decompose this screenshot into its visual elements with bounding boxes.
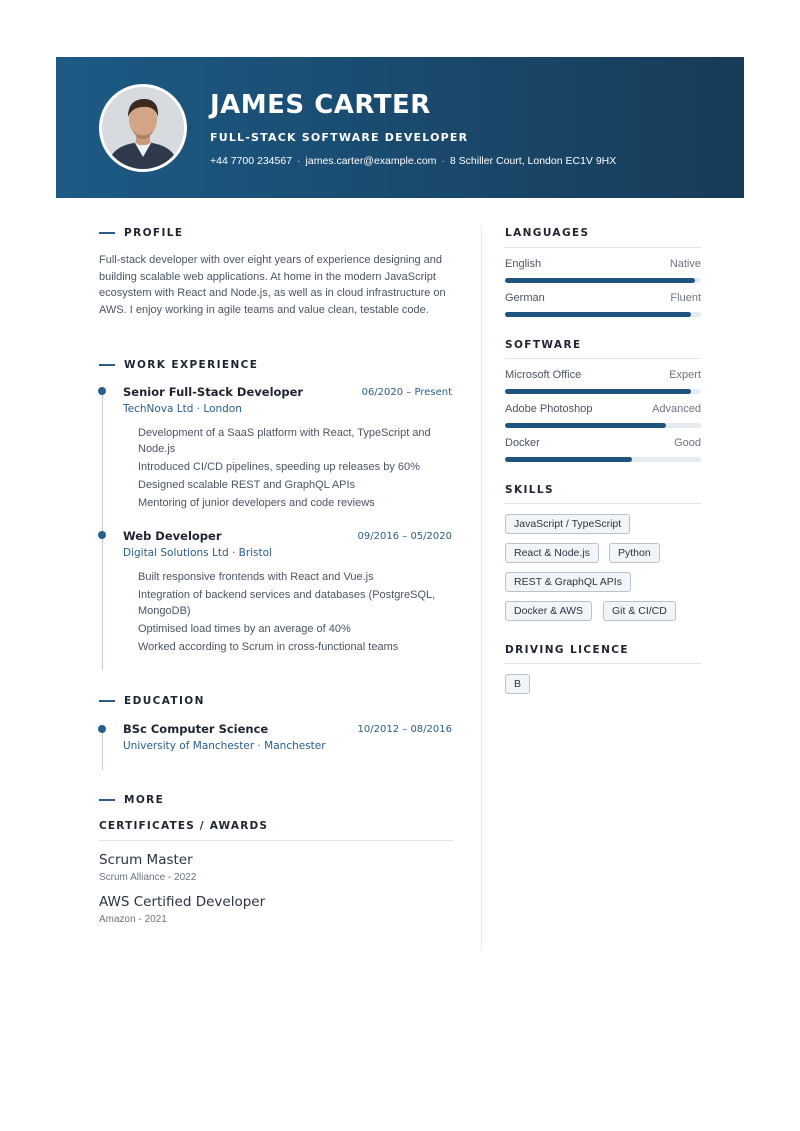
language-label: English — [505, 258, 542, 270]
level-bar-fill — [505, 389, 691, 394]
skill-tag: JavaScript / TypeScript — [505, 514, 630, 534]
degree-title: BSc Computer Science — [123, 722, 269, 736]
certificate-issuer: Amazon - 2021 — [99, 914, 167, 925]
level-bar-fill — [505, 312, 691, 317]
language-level: Fluent — [670, 292, 701, 304]
contact-separator: · — [441, 155, 445, 167]
language-level: Native — [669, 258, 701, 270]
level-bar-fill — [505, 457, 632, 462]
education-heading: EDUCATION — [124, 695, 205, 707]
degree-institution: University of Manchester · Manchester — [123, 740, 326, 752]
software-level: Advanced — [652, 403, 701, 415]
skill-tag: Docker & AWS — [505, 601, 592, 621]
timeline-dot — [98, 387, 106, 395]
job-company: Digital Solutions Ltd · Bristol — [123, 547, 272, 559]
level-bar-fill — [505, 278, 695, 283]
software-heading: SOFTWARE — [505, 339, 582, 351]
skill-tag: Python — [609, 543, 660, 563]
timeline-line — [102, 728, 103, 770]
section-divider — [505, 663, 701, 664]
job-duty: Mentoring of junior developers and code reviews — [138, 497, 375, 509]
level-bar — [505, 312, 701, 317]
section-divider — [505, 247, 701, 248]
software-level: Expert — [669, 369, 701, 381]
software-label: Adobe Photoshop — [505, 403, 593, 415]
section-divider — [99, 840, 453, 841]
level-bar-fill — [505, 423, 666, 428]
contact-separator: · — [297, 155, 301, 167]
skill-tag: React & Node.js — [505, 543, 599, 563]
level-bar — [505, 389, 701, 394]
job-duty: Built responsive frontends with React and Vue.js — [138, 571, 374, 583]
profile-heading: PROFILE — [124, 227, 184, 239]
languages-heading: LANGUAGES — [505, 227, 590, 239]
section-divider — [505, 358, 701, 359]
certificates-heading: CERTIFICATES / AWARDS — [99, 820, 269, 832]
section-dash — [99, 364, 115, 366]
level-bar — [505, 423, 701, 428]
timeline-dot — [98, 725, 106, 733]
section-divider — [505, 503, 701, 504]
job-duty: Worked according to Scrum in cross-functional teams — [138, 641, 399, 653]
experience-heading: WORK EXPERIENCE — [124, 359, 259, 371]
skill-tag: Git & CI/CD — [603, 601, 676, 621]
job-date: 06/2020 – Present — [361, 387, 452, 398]
software-label: Docker — [505, 437, 540, 449]
certificate-name: Scrum Master — [99, 852, 193, 868]
candidate-title: FULL-STACK SOFTWARE DEVELOPER — [210, 131, 469, 144]
job-duty: Optimised load times by an average of 40% — [138, 623, 351, 635]
skill-tag: REST & GraphQL APIs — [505, 572, 631, 592]
postal-address: 8 Schiller Court, London EC1V 9HX — [449, 155, 617, 167]
section-dash — [99, 799, 115, 801]
job-duty: Designed scalable REST and GraphQL APIs — [138, 479, 356, 491]
job-duty: Introduced CI/CD pipelines, speeding up releases by 60% — [138, 461, 420, 473]
profile-photo — [99, 84, 187, 172]
software-label: Microsoft Office — [505, 369, 582, 381]
email-address: james.carter@example.com — [305, 155, 437, 167]
phone-number: +44 7700 234567 — [210, 155, 293, 167]
job-duties — [138, 569, 458, 657]
level-bar — [505, 278, 701, 283]
candidate-name: JAMES CARTER — [210, 90, 431, 120]
job-company: TechNova Ltd · London — [123, 403, 242, 415]
timeline-dot — [98, 531, 106, 539]
job-duties — [138, 425, 458, 513]
profile-text: Full-stack developer with over eight years of experience designing and building scalable web applications. At home in the modern JavaScript ecosystem with React and Node.js, as well as in cloud infrastructure on AWS. I enjoy working in agile teams and value clean, testable code. — [99, 254, 446, 316]
job-title: Senior Full-Stack Developer — [123, 385, 304, 399]
licence-heading: DRIVING LICENCE — [505, 644, 629, 656]
job-duty: Integration of backend services and databases (PostgreSQL, MongoDB) — [138, 589, 436, 617]
level-bar — [505, 457, 701, 462]
certificate-issuer: Scrum Alliance - 2022 — [99, 872, 197, 883]
contact-line — [210, 155, 616, 167]
language-label: German — [505, 292, 545, 304]
skills-heading: SKILLS — [505, 484, 554, 496]
more-heading: MORE — [124, 794, 165, 806]
degree-date: 10/2012 – 08/2016 — [357, 724, 452, 735]
column-divider — [481, 226, 482, 950]
licence-tag: B — [505, 674, 530, 694]
certificate-name: AWS Certified Developer — [99, 894, 266, 910]
job-title: Web Developer — [123, 529, 222, 543]
job-duty: Development of a SaaS platform with React, TypeScript and Node.js — [138, 427, 431, 455]
software-level: Good — [674, 437, 701, 449]
section-dash — [99, 232, 115, 234]
section-dash — [99, 700, 115, 702]
job-date: 09/2016 – 05/2020 — [357, 531, 452, 542]
